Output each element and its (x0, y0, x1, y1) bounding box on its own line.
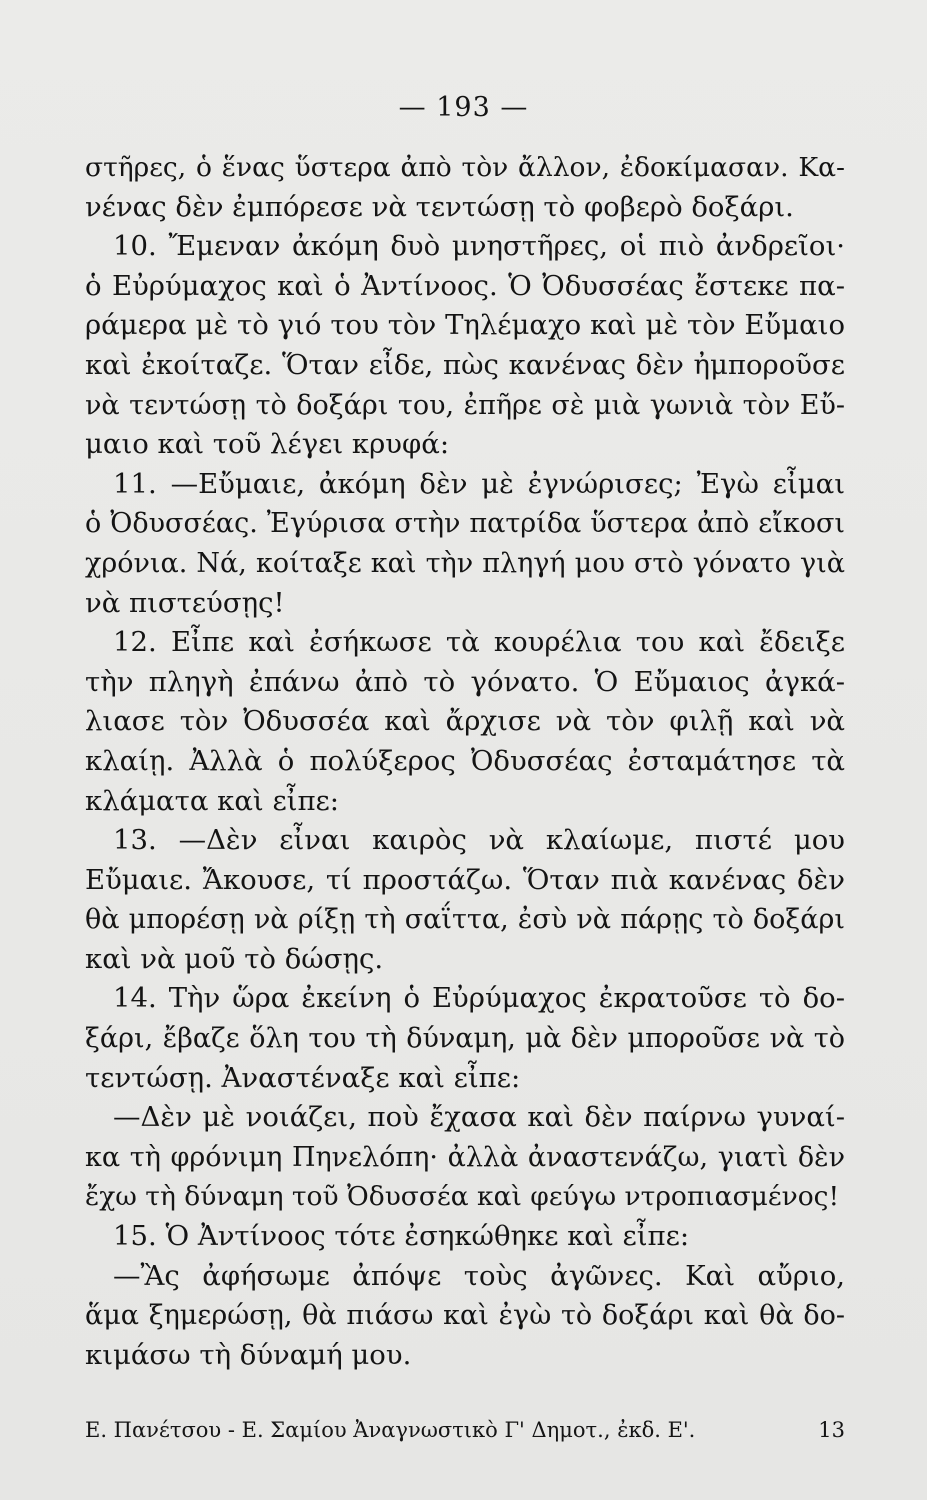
text-line: ὁ Εὐρύμαχος καὶ ὁ Ἀντίνοος. Ὁ Ὀδυσσέας ἔστεκε πα- (85, 269, 845, 302)
text-line: —Δὲν μὲ νοιάζει, ποὺ ἔχασα καὶ δὲν παίρνω γυναί- (113, 1101, 845, 1134)
text-line: τὴν πληγὴ ἐπάνω ἀπὸ τὸ γόνατο. Ὁ Εὔμαιος ἀγκά- (85, 665, 845, 698)
text-line: 11. —Εὔμαιε, ἀκόμη δὲν μὲ ἐγνώρισες; Ἐγὼ εἶμαι (113, 467, 845, 500)
text-line: 15. Ὁ Ἀντίνοος τότε ἐσηκώθηκε καὶ εἶπε: (113, 1220, 690, 1253)
text-line: θὰ μπορέσῃ νὰ ρίξῃ τὴ σαΐττα, ἐσὺ νὰ πάρῃς τὸ δοξάρι (85, 904, 845, 936)
text-line: 14. Τὴν ὥρα ἐκείνη ὁ Εὐρύμαχος ἐκρατοῦσε τὸ δο- (113, 982, 845, 1015)
text-line: μαιο καὶ τοῦ λέγει κρυφά: (85, 428, 450, 461)
page-footer (85, 1418, 845, 1442)
text-line: 10. Ἔμεναν ἀκόμη δυὸ μνηστῆρες, οἱ πιὸ ἀνδρεῖοι· (113, 230, 845, 263)
text-line: λιασε τὸν Ὀδυσσέα καὶ ἄρχισε νὰ τὸν φιλῇ καὶ νὰ (85, 705, 845, 738)
signature-number: 13 (818, 1418, 845, 1442)
text-line: νὰ πιστεύσῃς! (85, 586, 285, 619)
text-line: νένας δὲν ἐμπόρεσε νὰ τεντώσῃ τὸ φοβερὸ δοξάρι. (85, 190, 794, 223)
text-line: νὰ τεντώσῃ τὸ δοξάρι του, ἐπῆρε σὲ μιὰ γωνιὰ τὸν Εὔ- (85, 389, 845, 421)
text-line: Εὔμαιε. Ἄκουσε, τί προστάζω. Ὅταν πιὰ κανένας δὲν (85, 863, 845, 896)
footer-citation: Ε. Πανέτσου - Ε. Σαμίου Ἀναγνωστικὸ Γ' Δημοτ., ἐκδ. Ε'. (85, 1418, 696, 1442)
text-line: κα τὴ φρόνιμη Πηνελόπη· ἀλλὰ ἀναστενάζω, γιατὶ δὲν (85, 1141, 845, 1173)
page-number: — 193 — (398, 92, 529, 123)
text-line: χρόνια. Νά, κοίταξε καὶ τὴν πληγή μου στὸ γόνατο γιὰ (85, 547, 845, 579)
text-line: ὁ Ὀδυσσέας. Ἐγύρισα στὴν πατρίδα ὕστερα ἀπὸ εἴκοσι (85, 508, 845, 540)
text-line: κιμάσω τὴ δύναμή μου. (85, 1338, 412, 1371)
text-line: κλάματα καὶ εἶπε: (85, 784, 340, 817)
text-line: καὶ ἐκοίταζε. Ὅταν εἶδε, πὼς κανένας δὲν ἠμποροῦσε (85, 348, 845, 381)
text-line: κλαίῃ. Ἀλλὰ ὁ πολύξερος Ὀδυσσέας ἐσταμάτησε τὰ (85, 744, 845, 777)
text-line: ράμερα μὲ τὸ γιό του τὸν Τηλέμαχο καὶ μὲ τὸν Εὔμαιο (85, 309, 845, 342)
text-line: στῆρες, ὁ ἕνας ὕστερα ἀπὸ τὸν ἄλλον, ἐδοκίμασαν. Κα- (85, 152, 845, 183)
text-line: 13. —Δὲν εἶναι καιρὸς νὰ κλαίωμε, πιστέ μου (113, 824, 845, 857)
body-text (85, 148, 845, 1375)
text-line: ἔχω τὴ δύναμη τοῦ Ὀδυσσέα καὶ φεύγω ντροπιασμένος! (85, 1181, 840, 1213)
text-line: —Ἂς ἀφήσωμε ἀπόψε τοὺς ἀγῶνες. Καὶ αὔριο, (113, 1259, 845, 1292)
text-line: καὶ νὰ μοῦ τὸ δώσῃς. (85, 942, 384, 975)
text-line: ξάρι, ἔβαζε ὅλη του τὴ δύναμη, μὰ δὲν μποροῦσε νὰ τὸ (85, 1023, 845, 1055)
text-line: ἅμα ξημερώσῃ, θὰ πιάσω καὶ ἐγὼ τὸ δοξάρι καὶ θὰ δο- (85, 1300, 845, 1332)
text-line: τεντώσῃ. Ἀναστέναξε καὶ εἶπε: (85, 1061, 521, 1094)
text-line: 12. Εἶπε καὶ ἐσήκωσε τὰ κουρέλια του καὶ ἔδειξε (113, 626, 845, 659)
